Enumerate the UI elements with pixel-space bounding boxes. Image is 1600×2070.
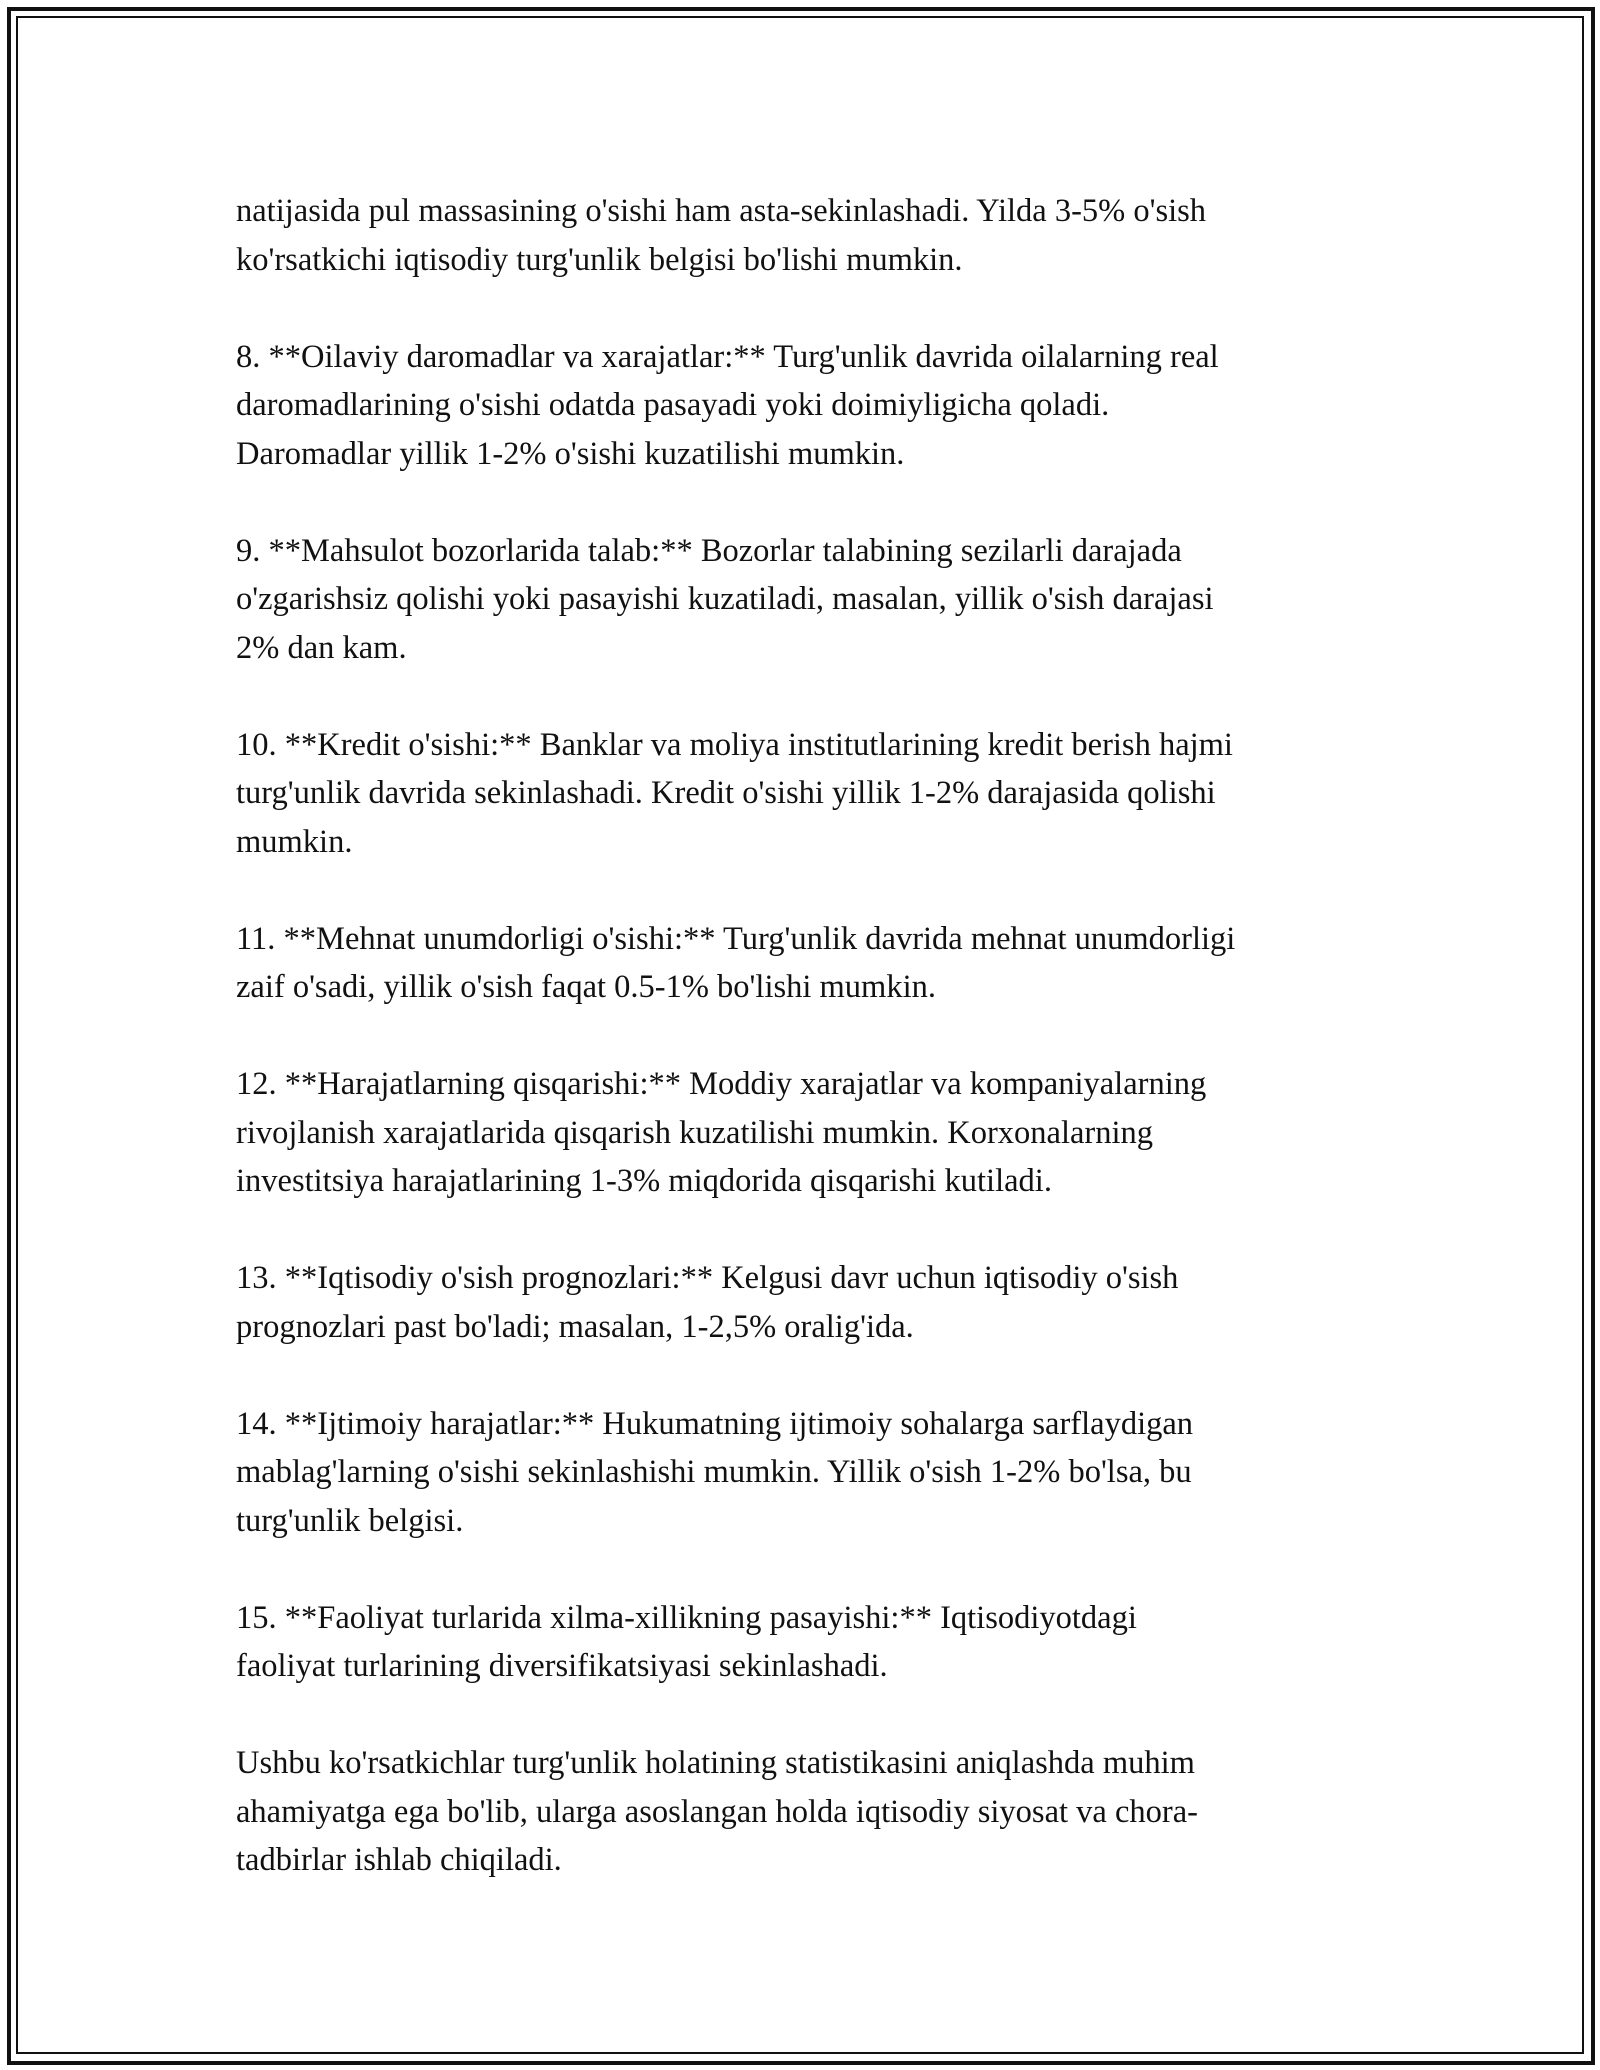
text-line: 14. **Ijtimoiy harajatlar:** Hukumatning ijtimoiy sohalarga sarflaydigan (236, 1405, 1194, 1442)
text-line: daromadlarining o'sishi odatda pasayadi yoki doimiyligicha qoladi. (236, 387, 1110, 423)
text-line: Daromadlar yillik 1-2% o'sishi kuzatilishi mumkin. (236, 435, 905, 472)
text-line: zaif o'sadi, yillik o'sish faqat 0.5-1% bo'lishi mumkin. (236, 969, 936, 1005)
text-line: ko'rsatkichi iqtisodiy turg'unlik belgisi bo'lishi mumkin. (236, 241, 963, 278)
paragraph-item-15 (236, 1594, 1376, 1691)
paragraph-item-13 (236, 1254, 1376, 1351)
text-line: o'zgarishsiz qolishi yoki pasayishi kuzatiladi, masalan, yillik o'sish darajasi (236, 581, 1214, 617)
document-body (236, 187, 1376, 1933)
text-line: prognozlari past bo'ladi; masalan, 1-2,5% oralig'ida. (236, 1308, 914, 1345)
text-line: turg'unlik belgisi. (236, 1502, 464, 1539)
paragraph-item-8 (236, 333, 1376, 479)
text-line: 15. **Faoliyat turlarida xilma-xillikning pasayishi:** Iqtisodiyotdagi (236, 1599, 1137, 1636)
text-line: tadbirlar ishlab chiqiladi. (236, 1842, 562, 1878)
paragraph-item-9 (236, 527, 1376, 673)
text-line: 12. **Harajatlarning qisqarishi:** Moddiy xarajatlar va kompaniyalarning (236, 1066, 1207, 1102)
text-line: faoliyat turlarining diversifikatsiyasi sekinlashadi. (236, 1648, 888, 1684)
text-line: investitsiya harajatlarining 1-3% miqdorida qisqarishi kutiladi. (236, 1163, 1052, 1199)
text-line: mumkin. (236, 823, 353, 860)
paragraph-item-10 (236, 721, 1376, 867)
text-line: 11. **Mehnat unumdorligi o'sishi:** Turg'unlik davrida mehnat unumdorligi (236, 920, 1236, 957)
paragraph-money-supply (236, 187, 1376, 284)
text-line: 9. **Mahsulot bozorlarida talab:** Bozorlar talabining sezilarli darajada (236, 532, 1182, 569)
text-line: natijasida pul massasining o'sishi ham asta-sekinlashadi. Yilda 3-5% o'sish (236, 193, 1207, 229)
paragraph-item-11 (236, 915, 1376, 1012)
text-line: 10. **Kredit o'sishi:** Banklar va moliya institutlarining kredit berish hajmi (236, 726, 1233, 763)
paragraph-item-12 (236, 1060, 1376, 1206)
text-line: 2% dan kam. (236, 629, 407, 666)
text-line: Ushbu ko'rsatkichlar turg'unlik holatining statistikasini aniqlashda muhim (236, 1745, 1195, 1781)
text-line: rivojlanish xarajatlarida qisqarish kuzatilishi mumkin. Korxonalarning (236, 1114, 1154, 1151)
text-line: 8. **Oilaviy daromadlar va xarajatlar:** Turg'unlik davrida oilalarning real (236, 338, 1219, 375)
text-line: mablag'larning o'sishi sekinlashishi mumkin. Yillik o'sish 1-2% bo'lsa, bu (236, 1454, 1192, 1490)
paragraph-item-14 (236, 1400, 1376, 1546)
text-line: 13. **Iqtisodiy o'sish prognozlari:** Kelgusi davr uchun iqtisodiy o'sish (236, 1260, 1179, 1296)
text-line: ahamiyatga ega bo'lib, ularga asoslangan holda iqtisodiy siyosat va chora- (236, 1793, 1198, 1830)
paragraph-conclusion (236, 1739, 1376, 1885)
text-line: turg'unlik davrida sekinlashadi. Kredit o'sishi yillik 1-2% darajasida qolishi (236, 775, 1216, 811)
